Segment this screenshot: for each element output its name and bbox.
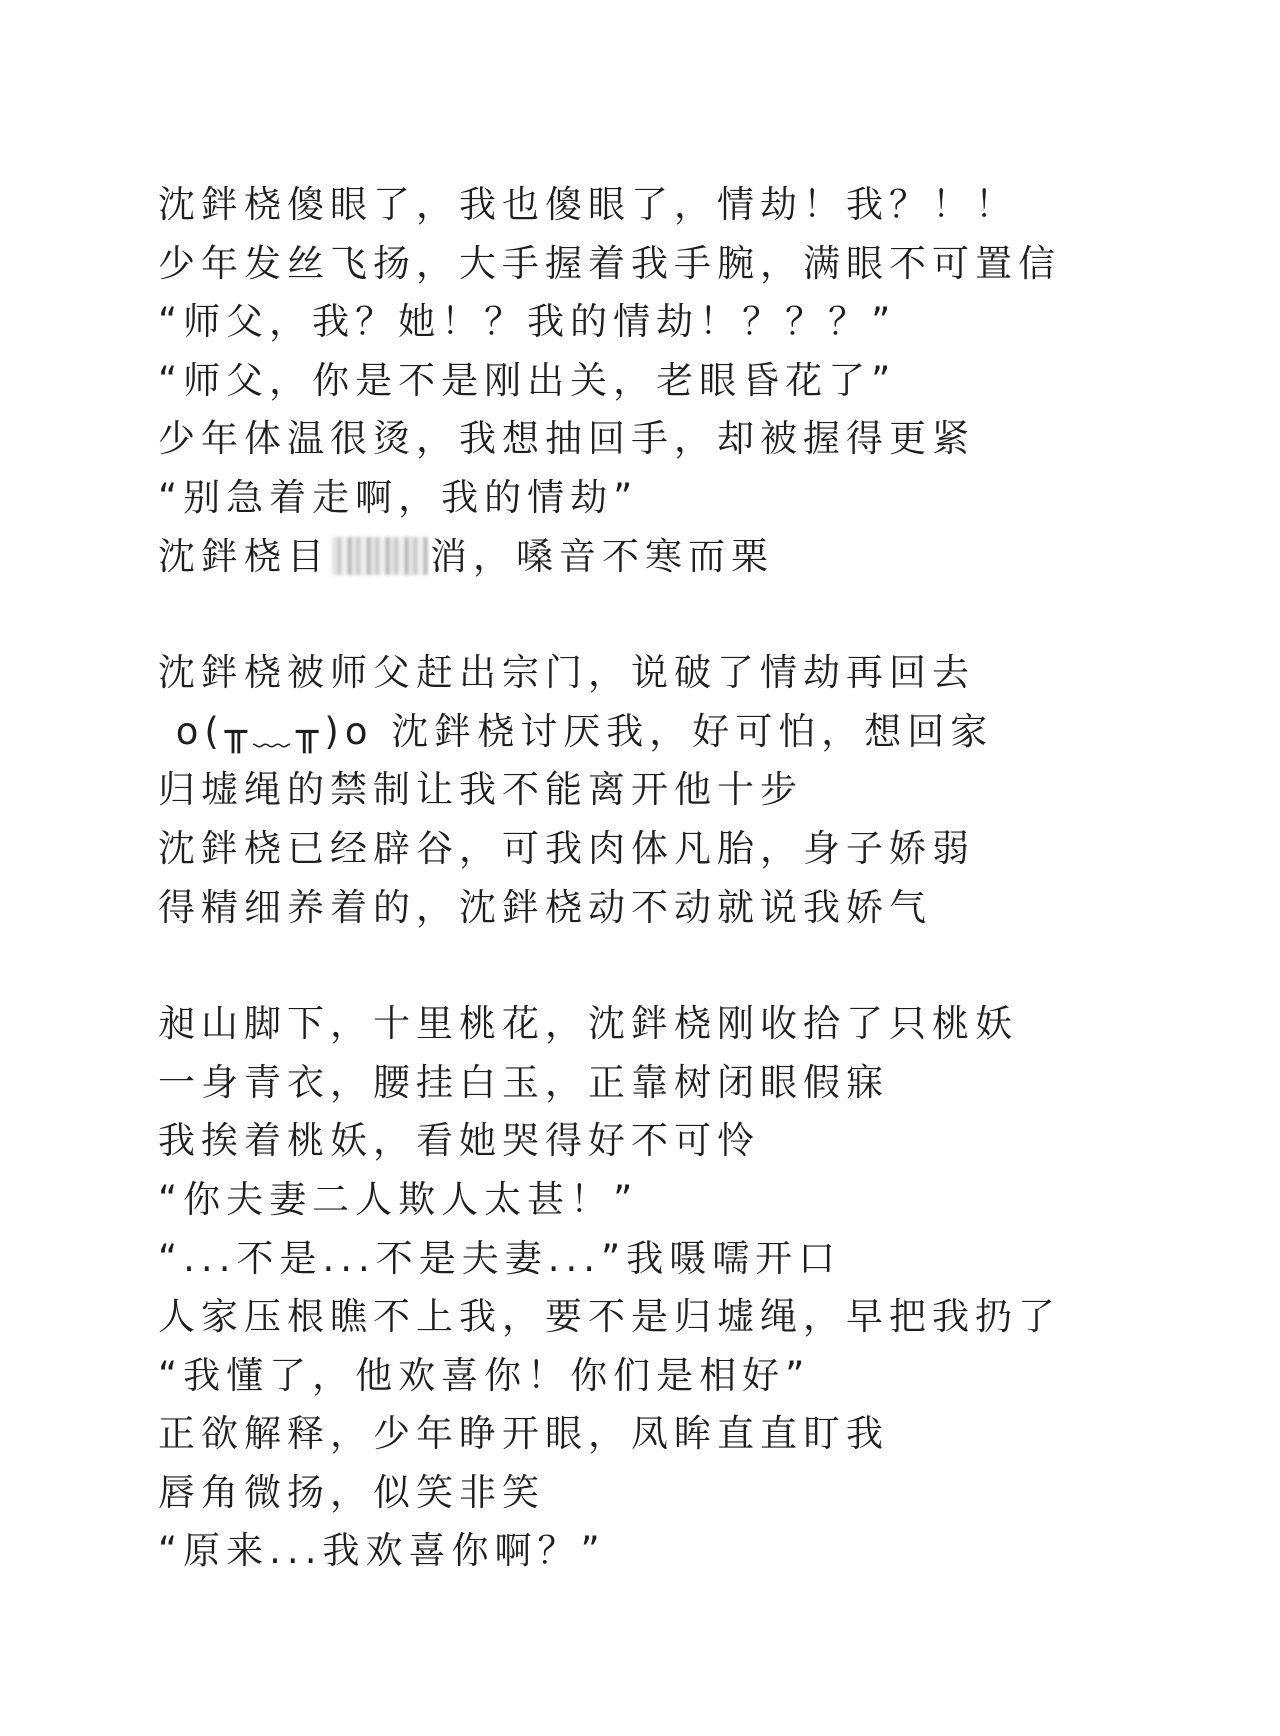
text-line: “别急着走啊，我的情劫” xyxy=(158,475,639,519)
text-line: 少年体温很烫，我想抽回手，却被握得更紧 xyxy=(158,417,975,461)
text-line: 一身青衣，腰挂白玉，正靠树闭眼假寐 xyxy=(158,1060,889,1104)
text-line: 昶山脚下，十里桃花，沈鉡桡刚收拾了只桃妖 xyxy=(158,1002,1018,1046)
redacted-text-line xyxy=(158,528,1218,587)
text-line: “原来...我欢喜你啊？” xyxy=(158,1529,606,1573)
text-line: 沈鉡桡已经辟谷，可我肉体凡胎，身子娇弱 xyxy=(158,826,975,870)
blurred-redaction xyxy=(332,537,428,575)
story-text xyxy=(158,176,1218,1581)
text-line: 得精细养着的，沈鉡桡动不动就说我娇气 xyxy=(158,885,932,929)
text-line: 少年发丝飞扬，大手握着我手腕，满眼不可置信 xyxy=(158,241,1061,285)
paragraph-1 xyxy=(158,176,1218,586)
text-line: 正欲解释，少年睁开眼，凤眸直直盯我 xyxy=(158,1412,889,1456)
paragraph-2 xyxy=(158,644,1218,937)
paragraph-3 xyxy=(158,995,1218,1581)
text-segment: 沈鉡桡目 xyxy=(158,534,330,578)
text-line: 人家压根瞧不上我，要不是归墟绳，早把我扔了 xyxy=(158,1295,1061,1339)
text-line: 沈鉡桡被师父赶出宗门，说破了情劫再回去 xyxy=(158,651,975,695)
text-line: “你夫妻二人欺人太甚！” xyxy=(158,1177,639,1221)
text-line: 归墟绳的禁制让我不能离开他十步 xyxy=(158,768,803,812)
text-line: 唇角微扬，似笑非笑 xyxy=(158,1470,545,1514)
text-segment: 消，嗓音不寒而栗 xyxy=(430,534,774,578)
text-line: 我挨着桃妖，看她哭得好不可怜 xyxy=(158,1119,760,1163)
text-line: “师父，我？她！？我的情劫！？？？” xyxy=(158,300,897,344)
text-line: 沈鉡桡傻眼了，我也傻眼了，情劫！我？！！ xyxy=(158,183,1018,226)
text-line: “我懂了，他欢喜你！你们是相好” xyxy=(158,1353,811,1397)
text-line: “师父，你是不是刚出关，老眼昏花了” xyxy=(158,358,897,402)
text-line: “...不是...不是夫妻...”我嗫嚅开口 xyxy=(158,1236,842,1280)
text-line: o(╥﹏╥)o 沈鉡桡讨厌我，好可怕，想回家 xyxy=(158,709,994,753)
